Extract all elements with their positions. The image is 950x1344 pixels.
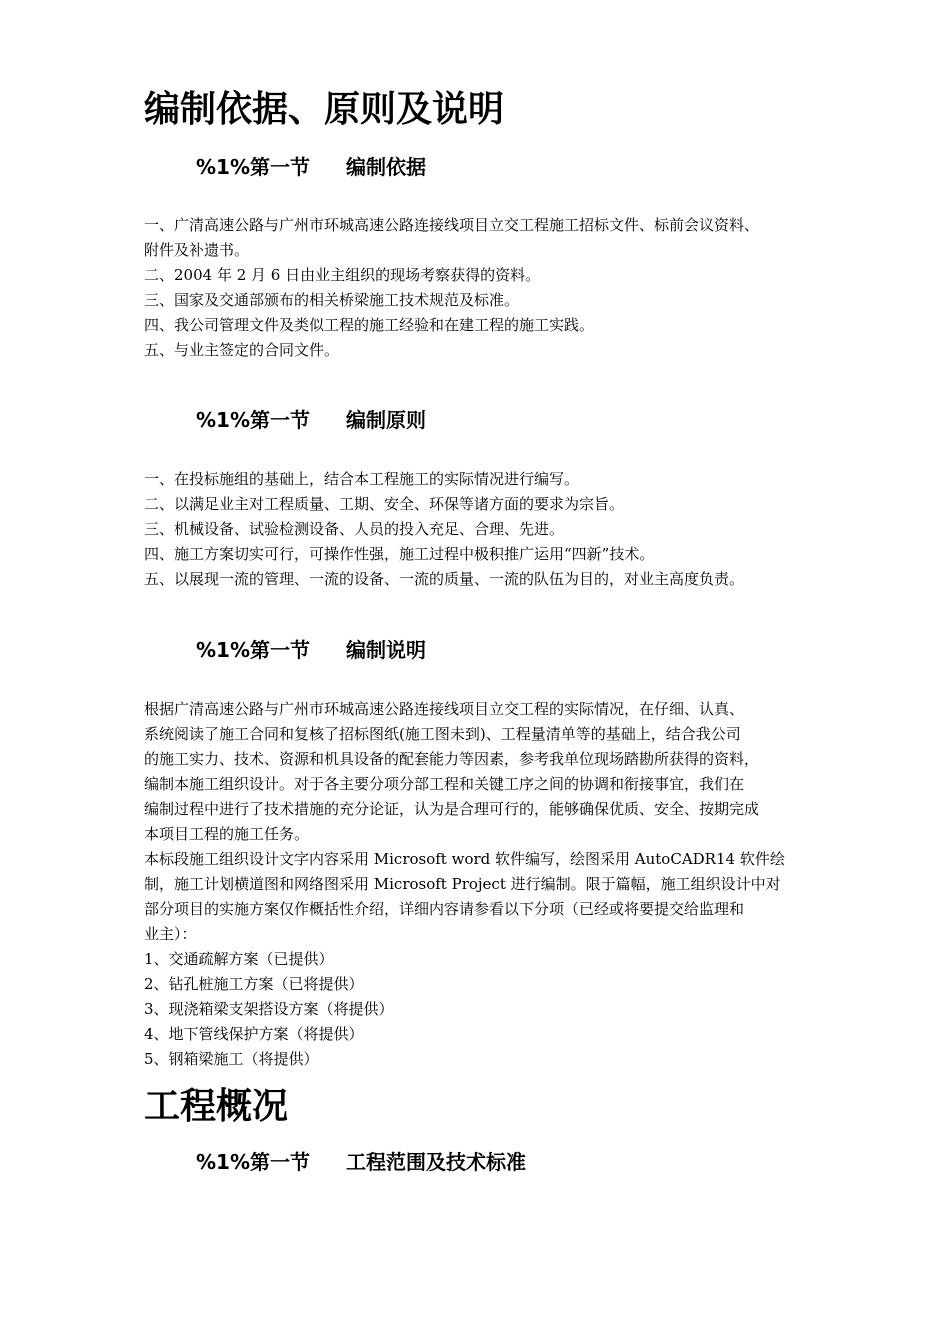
section-number: %1%第一节: [196, 155, 310, 179]
text-line: 编制本施工组织设计。对于各主要分项分部工程和关键工序之间的协调和衔接事宜，我们在: [144, 775, 745, 793]
text-line: 三、机械设备、试验检测设备、人员的投入充足、合理、先进。: [144, 520, 565, 538]
text-line: 的施工实力、技术、资源和机具设备的配套能力等因素，参考我单位现场踏勘所获得的资料，: [144, 750, 760, 768]
section-heading: [196, 406, 426, 434]
list-item: 4、地下管线保护方案（将提供）: [144, 1025, 364, 1043]
text-line: 编制过程中进行了技术措施的充分论证，认为是合理可行的，能够确保优质、安全、按期完成: [144, 800, 760, 818]
text-line: 四、我公司管理文件及类似工程的施工经验和在建工程的施工实践。: [144, 316, 595, 334]
text-line: 制，施工计划横道图和网络图采用 Microsoft Project 进行编制。限于篇幅，施工组织设计中对: [144, 875, 781, 893]
section-number: %1%第一节: [196, 638, 310, 662]
text-line: 一、在投标施组的基础上，结合本工程施工的实际情况进行编写。: [144, 470, 580, 488]
text-line: 二、以满足业主对工程质量、工期、安全、环保等诸方面的要求为宗旨。: [144, 495, 625, 513]
text-line: 四、施工方案切实可行，可操作性强，施工过程中极积推广运用“四新”技术。: [144, 545, 655, 563]
text-line: 一、广清高速公路与广州市环城高速公路连接线项目立交工程施工招标文件、标前会议资料、: [144, 216, 760, 234]
list-item: 5、钢箱梁施工（将提供）: [144, 1050, 319, 1068]
text-line: 本项目工程的施工任务。: [144, 825, 310, 843]
text-line: 根据广清高速公路与广州市环城高速公路连接线项目立交工程的实际情况，在仔细、认真、: [144, 700, 745, 718]
text-line: 附件及补遗书。: [144, 241, 250, 259]
section-title: 编制说明: [346, 638, 426, 662]
paragraph-block: [144, 467, 824, 592]
section-title: 工程范围及技术标准: [346, 1150, 526, 1174]
text-line: 三、国家及交通部颁布的相关桥梁施工技术规范及标准。: [144, 291, 520, 309]
text-line: 五、以展现一流的管理、一流的设备、一流的质量、一流的队伍为目的，对业主高度负责。: [144, 570, 745, 588]
paragraph-block: [144, 213, 824, 363]
section-title: 编制原则: [346, 408, 426, 432]
text-line: 部分项目的实施方案仅作概括性介绍，详细内容请参看以下分项（已经或将要提交给监理和: [144, 900, 745, 918]
text-line: 业主）：: [144, 925, 197, 943]
section-number: %1%第一节: [196, 408, 310, 432]
text-line: 二、2004 年 2 月 6 日由业主组织的现场考察获得的资料。: [144, 266, 541, 284]
list-item: 2、钻孔桩施工方案（已将提供）: [144, 975, 364, 993]
section-heading: [196, 636, 426, 664]
chapter-title: 工程概况: [144, 1086, 289, 1127]
list-item: 1、交通疏解方案（已提供）: [144, 950, 334, 968]
text-line: 五、与业主签定的合同文件。: [144, 341, 340, 359]
list-item: 3、现浇箱梁支架搭设方案（将提供）: [144, 1000, 394, 1018]
text-line: 本标段施工组织设计文字内容采用 Microsoft word 软件编写，绘图采用 AutoCADR14 软件绘: [144, 850, 785, 868]
section-heading: [196, 153, 426, 181]
section-title: 编制依据: [346, 155, 426, 179]
text-line: 系统阅读了施工合同和复核了招标图纸(施工图未到)、工程量清单等的基础上，结合我公司: [144, 725, 741, 743]
section-number: %1%第一节: [196, 1150, 310, 1174]
chapter-title: 编制依据、原则及说明: [144, 89, 505, 130]
section-heading: [196, 1148, 526, 1176]
paragraph-block: [144, 697, 824, 1072]
